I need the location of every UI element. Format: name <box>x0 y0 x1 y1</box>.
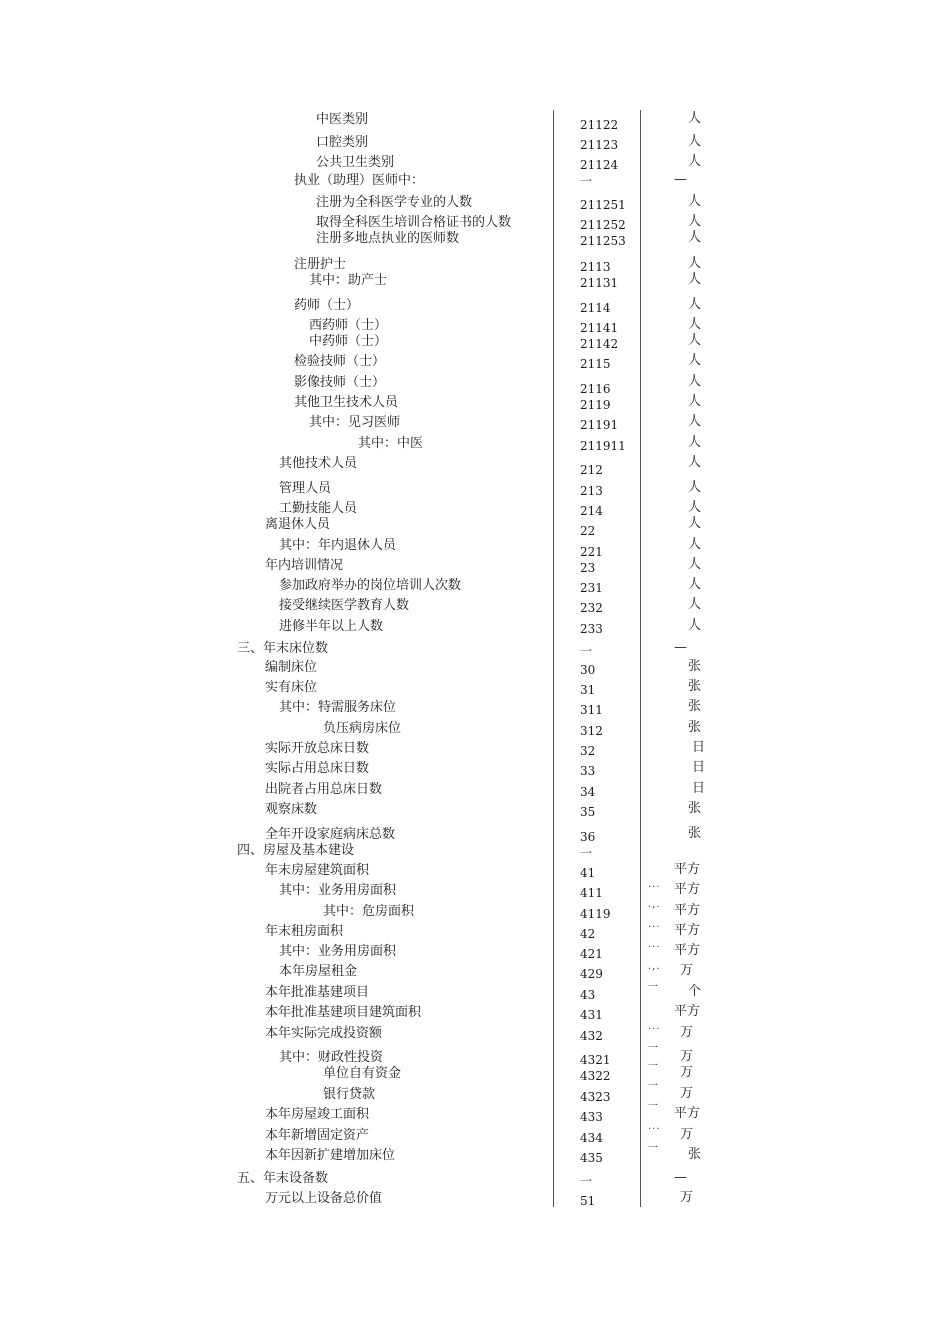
row-code: 221 <box>580 545 603 559</box>
row-unit: 万 <box>680 1025 694 1040</box>
row-label: 其中：特需服务床位 <box>279 700 397 715</box>
row-label: 其中：业务用房面积 <box>279 883 397 898</box>
row-code: 21123 <box>580 138 619 152</box>
row-label: 本年批准基建项目 <box>265 985 370 1000</box>
row-label: 西药师（士） <box>309 318 388 333</box>
row-code: 433 <box>580 1110 603 1124</box>
row-code: 214 <box>580 504 603 518</box>
row-code: 35 <box>580 805 596 819</box>
row-label: 工勤技能人员 <box>279 501 358 516</box>
row-mark: ... <box>648 1021 661 1032</box>
row-code: 432 <box>580 1029 603 1043</box>
row-unit: 平方 <box>674 1106 701 1121</box>
row-unit: 张 <box>688 801 702 816</box>
row-label: 执业（助理）医师中： <box>294 173 425 188</box>
row-unit: — <box>674 1170 687 1185</box>
row-unit: 人 <box>688 414 702 429</box>
row-code: 33 <box>580 764 596 778</box>
row-code: 21142 <box>580 337 619 351</box>
row-code: 435 <box>580 1151 603 1165</box>
row-unit: 人 <box>688 111 702 126</box>
row-unit: 万 <box>680 1065 694 1080</box>
row-label: 实际开放总床日数 <box>265 741 370 756</box>
row-label: 其他技术人员 <box>279 456 358 471</box>
row-code: 2113 <box>580 260 611 274</box>
row-code: 312 <box>580 724 603 738</box>
row-unit: 平方 <box>674 943 701 958</box>
row-label: 五、年末设备数 <box>237 1171 329 1186</box>
row-code: 2115 <box>580 357 611 371</box>
row-code: 32 <box>580 744 596 758</box>
row-unit: 万 <box>680 963 694 978</box>
row-code: 211911 <box>580 439 626 453</box>
row-label: 本年新增固定资产 <box>265 1128 370 1143</box>
row-label: 其中：助产士 <box>309 273 388 288</box>
row-code: 21122 <box>580 118 619 132</box>
row-label: 万元以上设备总价值 <box>265 1191 383 1206</box>
row-mark: 一 <box>648 1143 659 1154</box>
row-label: 取得全科医生培训合格证书的人数 <box>316 215 512 230</box>
row-unit: 人 <box>688 297 702 312</box>
row-mark: .,. <box>648 899 661 910</box>
row-label: 其他卫生技术人员 <box>294 395 399 410</box>
row-label: 中药师（士） <box>309 334 388 349</box>
row-label: 其中：危房面积 <box>323 904 415 919</box>
row-unit: 张 <box>688 826 702 841</box>
row-unit: 人 <box>688 537 702 552</box>
row-unit: 人 <box>688 557 702 572</box>
row-label: 本年房屋租金 <box>279 964 358 979</box>
row-unit: 人 <box>688 516 702 531</box>
row-unit: 日 <box>692 760 706 775</box>
row-unit: 人 <box>688 394 702 409</box>
row-label: 中医类别 <box>316 112 369 127</box>
row-label: 影像技师（士） <box>294 375 386 390</box>
row-mark: ... <box>648 879 661 890</box>
row-mark: 一 <box>648 1043 659 1054</box>
row-mark: 一 <box>648 1061 659 1072</box>
row-unit: 人 <box>688 317 702 332</box>
row-unit: 人 <box>688 134 702 149</box>
row-label: 年末房屋建筑面积 <box>265 863 370 878</box>
row-unit: 人 <box>688 230 702 245</box>
row-unit: 平方 <box>674 862 701 877</box>
row-code: 232 <box>580 601 603 615</box>
row-unit: 人 <box>688 455 702 470</box>
row-unit: 个 <box>688 984 702 999</box>
row-unit: — <box>674 172 687 187</box>
row-unit: 万 <box>680 1190 694 1205</box>
row-code: 2116 <box>580 382 611 396</box>
row-code: 41 <box>580 866 596 880</box>
row-unit: 人 <box>688 374 702 389</box>
row-label: 离退休人员 <box>265 517 331 532</box>
row-mark: .,. <box>648 961 661 972</box>
row-unit: 张 <box>688 720 702 735</box>
row-label: 本年因新扩建增加床位 <box>265 1148 396 1163</box>
row-code: 一 <box>580 644 593 658</box>
row-unit: 张 <box>688 679 702 694</box>
row-unit: 人 <box>688 597 702 612</box>
row-mark: 一 <box>648 982 659 993</box>
row-code: 421 <box>580 947 603 961</box>
row-label: 注册护士 <box>294 257 347 272</box>
row-label: 口腔类别 <box>316 135 369 150</box>
row-code: 2114 <box>580 301 611 315</box>
row-code: 411 <box>580 886 603 900</box>
row-label: 银行贷款 <box>323 1087 376 1102</box>
row-label: 公共卫生类别 <box>316 155 395 170</box>
row-unit: — <box>674 640 687 655</box>
row-code: 429 <box>580 967 603 981</box>
row-code: 22 <box>580 524 596 538</box>
row-unit: 万 <box>680 1086 694 1101</box>
row-unit: 人 <box>688 194 702 209</box>
row-label: 三、年末床位数 <box>237 641 329 656</box>
row-code: 23 <box>580 561 596 575</box>
row-label: 本年实际完成投资额 <box>265 1026 383 1041</box>
row-code: 30 <box>580 663 596 677</box>
row-code: 36 <box>580 830 596 844</box>
row-label: 观察床数 <box>265 802 318 817</box>
row-unit: 人 <box>688 256 702 271</box>
row-unit: 人 <box>688 214 702 229</box>
row-mark: ... <box>648 1121 661 1132</box>
row-code: 51 <box>580 1194 596 1208</box>
row-label: 全年开设家庭病床总数 <box>265 827 396 842</box>
row-mark: 一 <box>648 1081 659 1092</box>
row-label: 管理人员 <box>279 481 332 496</box>
row-unit: 人 <box>688 353 702 368</box>
row-code: 一 <box>580 1174 593 1188</box>
row-unit: 万 <box>680 1049 694 1064</box>
row-unit: 平方 <box>674 923 701 938</box>
row-label: 其中：业务用房面积 <box>279 944 397 959</box>
row-label: 年内培训情况 <box>265 558 344 573</box>
row-code: 211253 <box>580 234 626 248</box>
row-code: 4119 <box>580 907 611 921</box>
row-code: 42 <box>580 927 596 941</box>
row-unit: 人 <box>688 435 702 450</box>
row-label: 其中：财政性投资 <box>279 1050 384 1065</box>
row-unit: 平方 <box>674 1004 701 1019</box>
row-label: 进修半年以上人数 <box>279 619 384 634</box>
row-label: 负压病房床位 <box>323 721 402 736</box>
row-code: 231 <box>580 581 603 595</box>
row-code: 233 <box>580 622 603 636</box>
row-unit: 万 <box>680 1127 694 1142</box>
row-mark: 一 <box>648 1101 659 1112</box>
row-unit: 人 <box>688 272 702 287</box>
row-code: 一 <box>580 174 593 188</box>
row-code: 434 <box>580 1131 603 1145</box>
row-label: 本年房屋竣工面积 <box>265 1107 370 1122</box>
row-label: 其中：中医 <box>358 436 424 451</box>
row-label: 其中：年内退休人员 <box>279 538 397 553</box>
row-code: 4321 <box>580 1053 611 1067</box>
row-unit: 张 <box>688 659 702 674</box>
row-code: 4322 <box>580 1069 611 1083</box>
row-label: 其中：见习医师 <box>309 415 401 430</box>
row-label: 编制床位 <box>265 660 318 675</box>
row-mark: ... <box>648 939 661 950</box>
row-label: 实有床位 <box>265 680 318 695</box>
row-unit: 平方 <box>674 882 701 897</box>
row-code: 4323 <box>580 1090 611 1104</box>
row-unit: 人 <box>688 577 702 592</box>
row-code: 212 <box>580 463 603 477</box>
row-label: 单位自有资金 <box>323 1066 402 1081</box>
row-code: 211251 <box>580 198 626 212</box>
row-code: 31 <box>580 683 596 697</box>
row-code: 21124 <box>580 158 619 172</box>
row-unit: 人 <box>688 500 702 515</box>
row-code: 211252 <box>580 218 626 232</box>
row-label: 本年批准基建项目建筑面积 <box>265 1005 422 1020</box>
row-code: 431 <box>580 1008 603 1022</box>
row-label: 四、房屋及基本建设 <box>237 843 355 858</box>
row-label: 注册为全科医学专业的人数 <box>316 195 473 210</box>
row-code: 21141 <box>580 321 619 335</box>
row-code: 43 <box>580 988 596 1002</box>
row-code: 21131 <box>580 276 619 290</box>
row-label: 参加政府举办的岗位培训人次数 <box>279 578 462 593</box>
row-unit: 人 <box>688 333 702 348</box>
row-code: 一 <box>580 846 593 860</box>
row-code: 21191 <box>580 418 619 432</box>
row-unit: 张 <box>688 1147 702 1162</box>
row-code: 2119 <box>580 398 611 412</box>
row-unit: 人 <box>688 154 702 169</box>
row-label: 接受继续医学教育人数 <box>279 598 410 613</box>
row-label: 药师（士） <box>294 298 360 313</box>
row-code: 34 <box>580 785 596 799</box>
row-label: 年末租房面积 <box>265 924 344 939</box>
row-unit: 人 <box>688 618 702 633</box>
row-label: 检验技师（士） <box>294 354 386 369</box>
row-unit: 张 <box>688 699 702 714</box>
row-code: 311 <box>580 703 603 717</box>
row-unit: 人 <box>688 480 702 495</box>
row-unit: 日 <box>692 740 706 755</box>
row-mark: ... <box>648 919 661 930</box>
row-code: 213 <box>580 484 603 498</box>
row-unit: 平方 <box>674 903 701 918</box>
row-label: 出院者占用总床日数 <box>265 782 383 797</box>
row-label: 注册多地点执业的医师数 <box>316 231 460 246</box>
row-label: 实际占用总床日数 <box>265 761 370 776</box>
row-unit: 日 <box>692 781 706 796</box>
